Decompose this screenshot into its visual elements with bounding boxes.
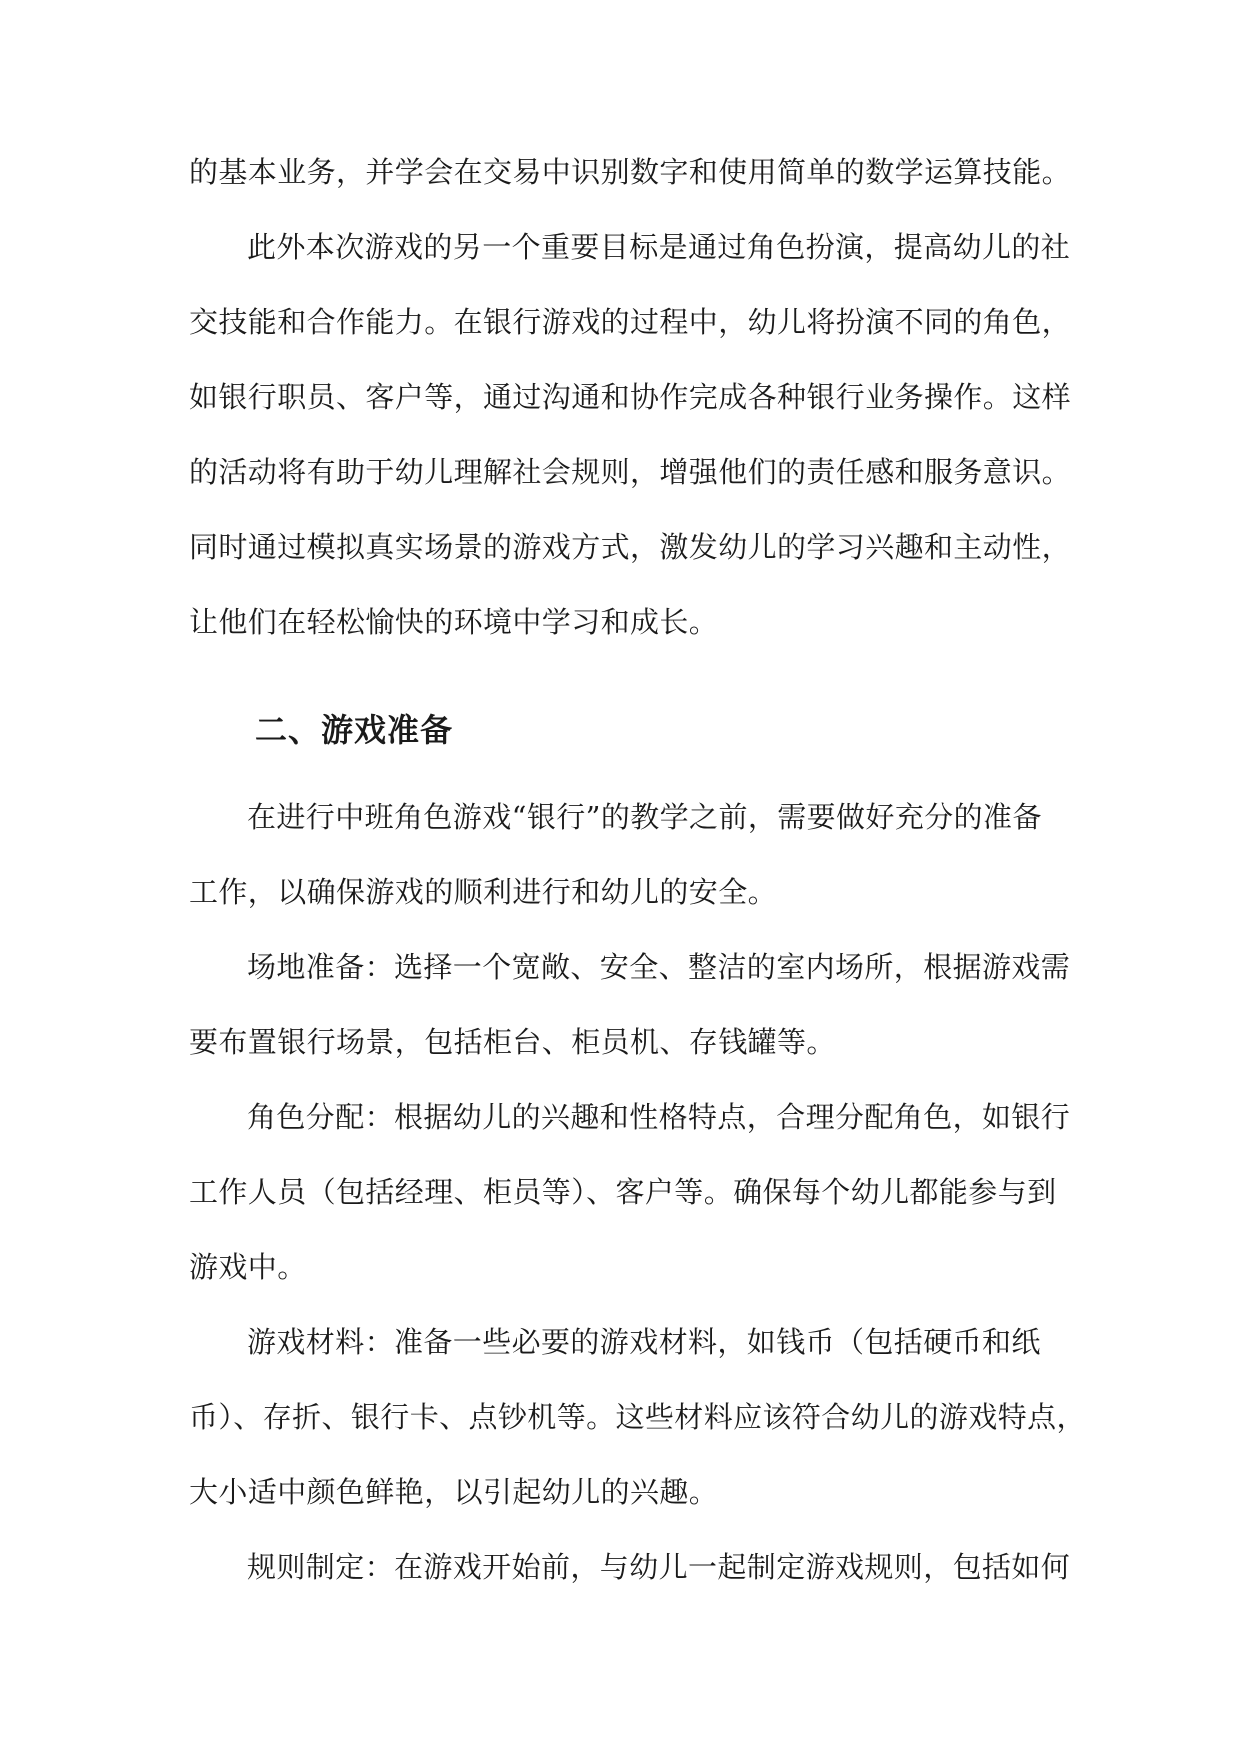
paragraph-line: 如银行职员、客户等，通过沟通和协作完成各种银行业务操作。这样 <box>189 380 1072 414</box>
paragraph-line: 在进行中班角色游戏“银行”的教学之前，需要做好充分的准备 <box>247 800 1042 834</box>
paragraph-line: 大小适中颜色鲜艳，以引起幼儿的兴趣。 <box>189 1475 719 1509</box>
paragraph-line: 场地准备：选择一个宽敞、安全、整洁的室内场所，根据游戏需 <box>247 950 1071 984</box>
paragraph-line: 币）、存折、银行卡、点钞机等。这些材料应该符合幼儿的游戏特点， <box>189 1400 1086 1434</box>
paragraph-line: 工作人员（包括经理、柜员等）、客户等。确保每个幼儿都能参与到 <box>189 1175 1057 1209</box>
paragraph-line: 此外本次游戏的另一个重要目标是通过角色扮演，提高幼儿的社 <box>247 230 1071 264</box>
paragraph-line: 让他们在轻松愉快的环境中学习和成长。 <box>189 605 719 639</box>
paragraph-line: 规则制定：在游戏开始前，与幼儿一起制定游戏规则，包括如何 <box>247 1550 1071 1584</box>
section-heading: 二、游戏准备 <box>255 711 454 749</box>
paragraph-line: 交技能和合作能力。在银行游戏的过程中，幼儿将扮演不同的角色， <box>189 305 1072 339</box>
paragraph-line: 工作，以确保游戏的顺利进行和幼儿的安全。 <box>189 875 778 909</box>
paragraph-line: 角色分配：根据幼儿的兴趣和性格特点，合理分配角色，如银行 <box>247 1100 1071 1134</box>
paragraph-line: 要布置银行场景，包括柜台、柜员机、存钱罐等。 <box>189 1025 836 1059</box>
paragraph-line: 游戏材料：准备一些必要的游戏材料，如钱币（包括硬币和纸 <box>247 1325 1041 1359</box>
paragraph-line: 的活动将有助于幼儿理解社会规则，增强他们的责任感和服务意识。 <box>189 455 1072 489</box>
paragraph-line: 游戏中。 <box>189 1250 307 1284</box>
paragraph-line: 同时通过模拟真实场景的游戏方式，激发幼儿的学习兴趣和主动性， <box>189 530 1072 564</box>
paragraph-line: 的基本业务，并学会在交易中识别数字和使用简单的数学运算技能。 <box>189 155 1072 189</box>
